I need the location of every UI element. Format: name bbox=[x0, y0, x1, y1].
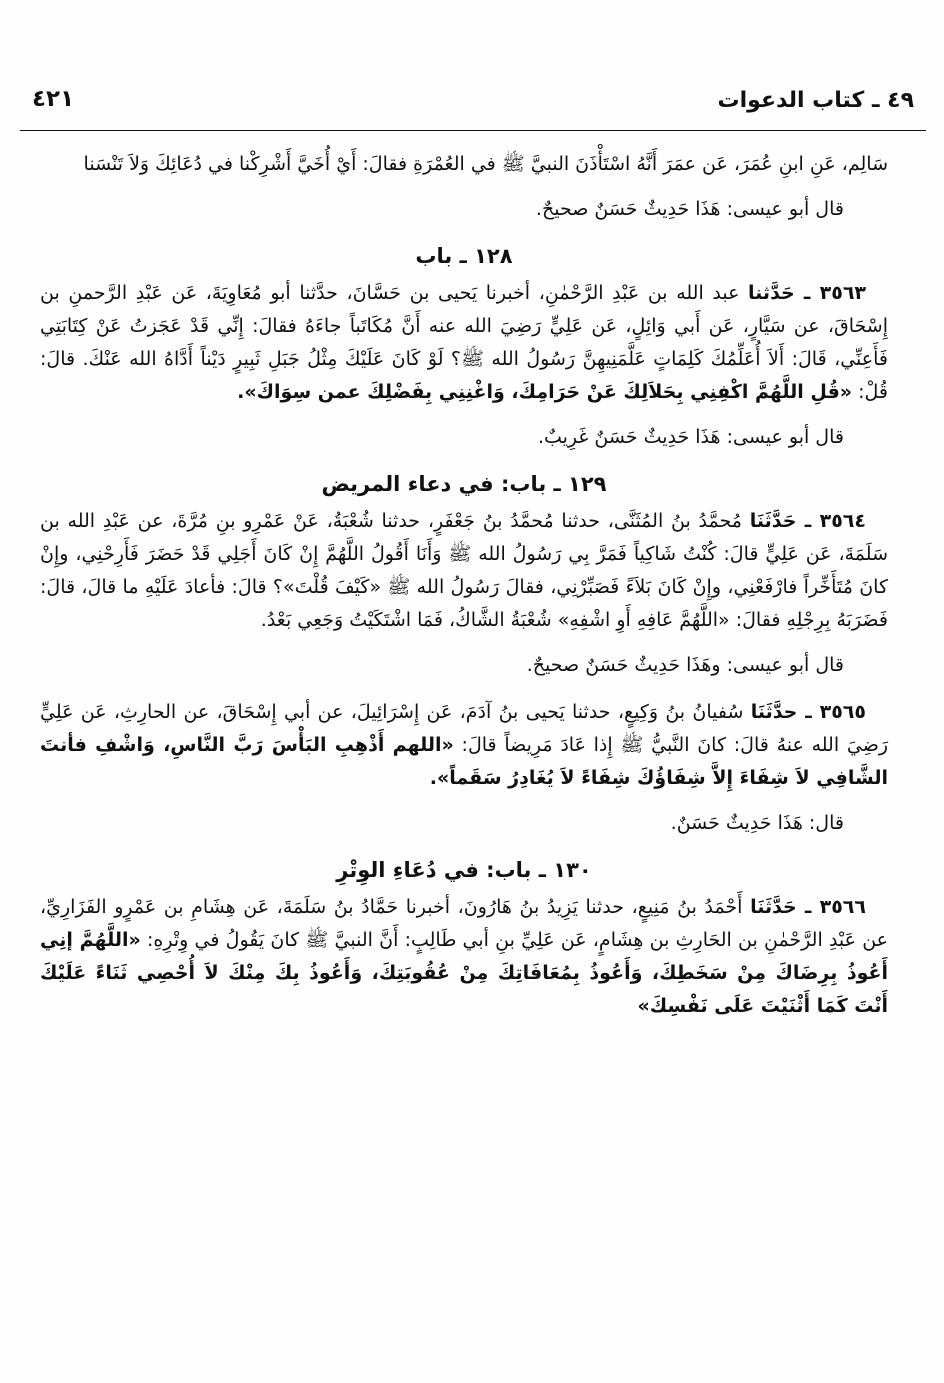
header-rule bbox=[20, 130, 926, 131]
chapter-title: ٤٩ ـ كتاب الدعوات bbox=[717, 88, 914, 113]
hadith-text: سُفيانُ بنُ وَكِيعٍ، حدثنا يَحيى بنُ آدَمَ، عَن إِسْرَائِيلَ، عن أبي إِسْحَاقَ، عن الحارِثِ، عَن عَلِيٍّ رَضِيَ الله عنهُ قالَ: كانَ النَّبيُّ ﷺ إِذا عَادَ مَرِيضاً قالَ: bbox=[40, 701, 888, 756]
hadith-3565 bbox=[40, 696, 888, 795]
hadith-number: ٣٥٦٤ ـ حَدَّثَنَا bbox=[749, 510, 866, 532]
chapter-heading-128: ١٢٨ ـ باب bbox=[415, 244, 513, 268]
grading-note: قال أبو عيسى: هَذَا حَدِيثٌ حَسَنٌ غَرِيبٌ. bbox=[537, 426, 844, 448]
page-number: ٤٢١ bbox=[32, 86, 75, 112]
hadith-3566 bbox=[40, 891, 888, 1023]
hadith-supplication: «قُلِ اللَّهُمَّ اكْفِنِي بِحَلاَلِكَ عَنْ حَرَامِكَ، وَاغْنِنِي بِفَضْلِكَ عمن سِوَاكَ». bbox=[237, 381, 853, 403]
hadith-supplication: «اللَّهُمَّ إنِي أَعُوذُ بِرِضَاكَ مِنْ سَخَطِكَ، وَأَعُوذُ بِمُعَافَاتِكَ مِنْ عُقُوبَتِكَ، وَأَعُوذُ بِكَ مِنْكَ لاَ أُحْصِي ثَنَاءً عَلَيْكَ أَنْتَ كَمَا أَثْنَيْتَ عَلَى نَفْسِكَ» bbox=[40, 929, 888, 1017]
page-body bbox=[40, 148, 888, 1023]
hadith-number: ٣٥٦٦ ـ حَدَّثَنَا bbox=[750, 896, 866, 918]
page-header bbox=[22, 84, 922, 124]
hadith-text: عبد الله بن عَبْدِ الرَّحْمٰنِ، أخبرنا يَحيى بن حَسَّانَ، حدَّثنا أبو مُعَاوِيَةَ، عَن عَبْدِ الرَّحمنِ بن إِسْحَاقَ، عن سَيَّارٍ، عَن أَبي وَائِلٍ، عَن عَلِيٍّ رَضِيَ الله عنه أَنَّ مُكَاتَباً جاءَهُ فقالَ: إِنِّي قَدْ عَجَزتُ عَنْ كِتَابَتِي فَأَعِنِّي، قَالَ: أَلاَ أُعَلِّمُكَ كَلِمَاتٍ عَلَّمَنِيهِنَّ رَسُولُ الله ﷺ؟ لَوْ كَانَ عَلَيْكَ مِثْلُ جَبَلِ ثَبِيرٍ دَيْناً أَدَّاهُ الله عَنْكَ. قالَ: قُلْ: bbox=[40, 282, 888, 403]
hadith-number: ٣٥٦٥ ـ حدَّثَنَا bbox=[750, 701, 866, 723]
chapter-heading-129: ١٢٩ ـ باب: في دعاء المريض bbox=[321, 472, 607, 496]
spacer bbox=[40, 682, 888, 696]
hadith-text: مُحمَّدُ بنُ المُثَنَّى، حدثنا مُحمَّدُ بنُ جَعْفَرٍ، حدثنا شُعْبَةُ، عَنْ عَمْرِو بنِ مُرَّةَ، عن عَبْدِ الله بن سَلَمَةَ، عَن عَلِيٍّ قالَ: كُنْتُ شَاكِياً فَمَرَّ بِي رَسُولُ الله ﷺ وَأَنَا أَقُولُ اللَّهُمَّ إِنْ كَانَ أَجَلِي قَدْ حَضَرَ فَأَرِحْنِي، وإِنْ كانَ مُتَأَخِّراً فارْفَعْنِي، وإِنْ كَانَ بَلاَءً فَصَبِّرْنِي، فقالَ رَسُولُ الله ﷺ «كَيْفَ قُلْتَ»؟ قالَ: فأعادَ عَلَيْهِ ما قالَ، قالَ: فَضَرَبَهُ بِرِجْلِهِ فقالَ: «اللَّهُمَّ عَافِهِ أَوِ اشْفِهِ» شُعْبَةُ الشَّاكُ، فَمَا اشْتَكَيْتُ وَجَعِي بَعْدُ. bbox=[40, 510, 888, 631]
grading-note: قال أبو عيسى: وهَذَا حَدِيثٌ حَسَنٌ صحيحٌ. bbox=[526, 654, 844, 676]
grading-note: قال: هَذَا حَدِيثٌ حَسَنٌ. bbox=[670, 812, 844, 834]
hadith-supplication: «اللهم أَذْهِبِ البَأْسَ رَبَّ النَّاسِ، وَاشْفِ فأنتَ الشَّافِي لاَ شِفَاءَ إِلاَّ شِفَاؤُكَ شِفَاءً لاَ يُغَادِرُ سَقَماً». bbox=[40, 734, 888, 789]
chapter-heading-130: ١٣٠ ـ باب: في دُعَاءِ الوِتْرِ bbox=[336, 858, 592, 882]
hadith-3564 bbox=[40, 505, 888, 637]
hadith-text: أَحْمَدُ بنُ مَنِيعٍ، حدثنا يَزِيدُ بنُ هَارُونَ، أخبرنا حَمَّادُ بنُ سَلَمَةَ، عَن هِشَامِ بن عَمْرٍو الفَزَارِيِّ، عن عَبْدِ الرَّحْمٰنِ بن الحَارِثِ بن هِشَامٍ، عَن عَلِيِّ بنِ أبي طَالِبٍ: أَنَّ النبيَّ ﷺ كانَ يَقُولُ في وِتْرِهِ: bbox=[40, 896, 888, 951]
hadith-number: ٣٥٦٣ ـ حَدَّثنا bbox=[748, 282, 867, 304]
grading-note: قال أبو عيسى: هَذَا حَدِيثٌ حَسَنٌ صحيحٌ. bbox=[535, 198, 844, 220]
hadith-continuation: سَالِم، عَنِ ابنِ عُمَرَ، عَن عمَرَ أَنَّهُ اسْتَأْذَنَ النبيَّ ﷺ في العُمْرَةِ فقالَ: أَيْ أُخَيَّ أَشْرِكْنا في دُعَائِكَ وَلاَ تَنْسَنا bbox=[83, 153, 888, 175]
hadith-3563 bbox=[40, 277, 888, 409]
